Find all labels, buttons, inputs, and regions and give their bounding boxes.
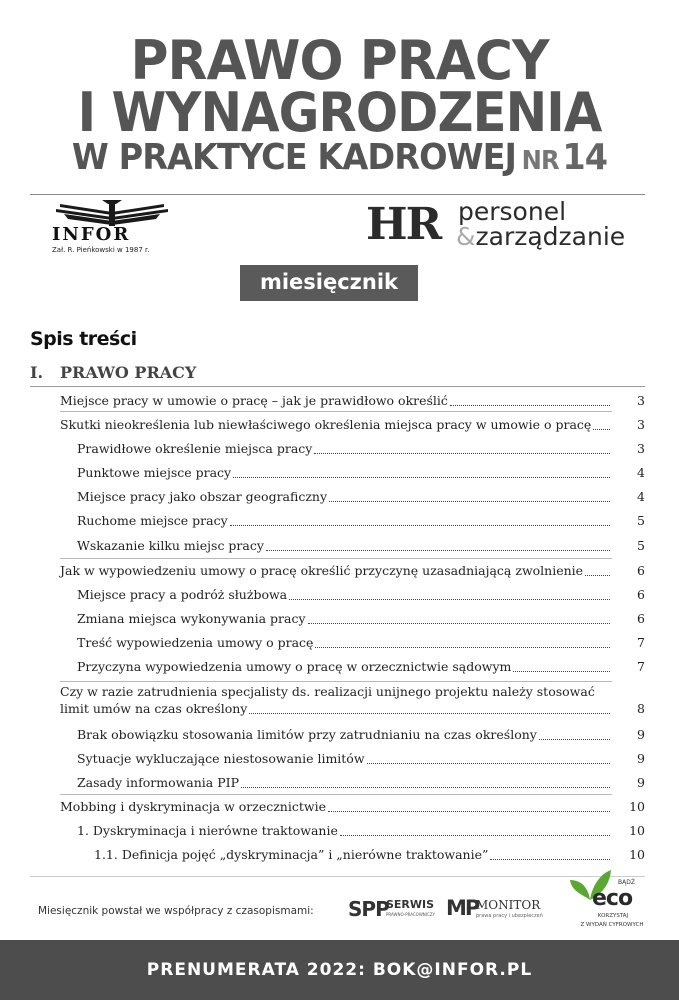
toc-title: Spis treści — [30, 328, 137, 350]
toc-entry[interactable] — [60, 798, 645, 816]
toc-leader-dots — [308, 622, 610, 624]
toc-entry-page: 8 — [637, 701, 645, 716]
toc-entry-label: Ruchome miejsce pracy — [77, 513, 228, 528]
spp-logo — [348, 897, 438, 927]
toc-entry-label: Jak w wypowiedzeniu umowy o pracę określić przyczynę uzasadniającą zwolnienie — [60, 563, 584, 578]
toc-entry-page: 5 — [637, 538, 645, 553]
hr-logo-mark: HR — [366, 199, 441, 250]
toc-entry-label: Zasady informowania PIP — [77, 775, 239, 790]
toc-entry-page: 6 — [637, 563, 645, 578]
toc-separator — [60, 794, 612, 795]
toc-leader-dots — [315, 646, 610, 648]
toc-entry-label: Wskazanie kilku miejsc pracy — [77, 538, 264, 553]
toc-leader-dots — [241, 786, 610, 788]
toc-entry-page: 4 — [637, 465, 645, 480]
toc-leader-dots — [490, 858, 610, 860]
toc-entry-label: 1. Dyskryminacja i nierówne traktowanie — [77, 823, 338, 838]
mp-logo-sub: prawa pracy i ubezpieczeń — [476, 913, 543, 919]
toc-entry-page: 9 — [637, 751, 645, 766]
toc-entry[interactable] — [94, 846, 645, 864]
toc-entry-page: 10 — [629, 847, 645, 862]
toc-entry[interactable] — [77, 610, 645, 628]
toc-entry[interactable] — [77, 750, 645, 768]
issue-number: 14 — [562, 137, 608, 178]
coop-divider — [30, 876, 645, 877]
toc-entry[interactable] — [60, 416, 645, 434]
hr-logo-line-1: personel — [458, 197, 567, 226]
toc-entry[interactable] — [60, 392, 645, 410]
toc-entry-label: 1.1. Definicja pojęć „dyskryminacja” i „nierówne traktowanie” — [94, 847, 489, 862]
toc-entry-label: Miejsce pracy jako obszar geograficzny — [77, 489, 328, 504]
toc-entry[interactable] — [60, 700, 645, 718]
toc-entry-label: Brak obowiązku stosowania limitów przy zatrudnianiu na czas określony — [77, 727, 537, 742]
toc-leader-dots — [249, 712, 610, 714]
mp-logo — [446, 896, 546, 926]
toc-leader-dots — [585, 574, 610, 576]
hr-logo-line-2-text: zarządzanie — [475, 222, 626, 251]
toc-leader-dots — [266, 549, 610, 551]
monthly-badge: miesięcznik — [240, 265, 418, 301]
title-line-3-text: W PRAKTYCE KADROWEJ — [71, 137, 517, 178]
toc-entry-page: 9 — [637, 775, 645, 790]
toc-leader-dots — [340, 834, 610, 836]
toc-entry-label: Przyczyna wypowiedzenia umowy o pracę w orzecznictwie sądowym — [77, 659, 512, 674]
toc-entry-label-line-1: Czy w razie zatrudnienia specjalisty ds. realizacji unijnego projektu należy stosować — [60, 684, 595, 699]
toc-entry-page: 9 — [637, 727, 645, 742]
toc-entry-page: 3 — [637, 441, 645, 456]
toc-entry[interactable] — [77, 440, 645, 458]
eco-logo — [566, 868, 646, 932]
toc-leader-dots — [329, 500, 610, 502]
toc-leader-dots — [367, 762, 610, 764]
spp-logo-sub: PRAWNO-PRACOWNICZY — [386, 912, 435, 917]
title-line-1: PRAWO PRACY — [130, 29, 549, 92]
toc-entry-label: Miejsce pracy w umowie o pracę – jak je prawidłowo określić — [60, 393, 448, 408]
hr-logo-line-2 — [456, 224, 625, 249]
toc-entry-label: Mobbing i dyskryminacja w orzecznictwie — [60, 799, 326, 814]
toc-entry-label: Treść wypowiedzenia umowy o pracę — [77, 635, 314, 650]
toc-entry-label: Punktowe miejsce pracy — [77, 465, 232, 480]
toc-entry[interactable] — [77, 537, 645, 555]
toc-entry-page: 7 — [637, 659, 645, 674]
toc-entry-label: Zmiana miejsca wykonywania pracy — [77, 611, 306, 626]
toc-entry[interactable] — [77, 726, 645, 744]
toc-entry-page: 6 — [637, 587, 645, 602]
eco-word: eco — [592, 886, 633, 911]
toc-leader-dots — [539, 738, 610, 740]
toc-entry-label: Sytuacje wykluczające niestosowanie limitów — [77, 751, 365, 766]
eco-line-1: KORZYSTAJ — [597, 913, 629, 919]
toc-entry-page: 3 — [637, 417, 645, 432]
toc-entry-page: 10 — [629, 799, 645, 814]
mp-logo-mark: MP — [446, 896, 479, 920]
toc-entry[interactable] — [77, 488, 645, 506]
infor-logo-text: INFOR — [52, 224, 131, 245]
spp-logo-word: SERWIS — [386, 898, 435, 911]
toc-leader-dots — [513, 670, 610, 672]
mp-logo-word: MONITOR — [476, 898, 541, 912]
toc-entry[interactable] — [77, 464, 645, 482]
subscription-footer[interactable]: PRENUMERATA 2022: BOK@INFOR.PL — [0, 940, 679, 1000]
toc-entry[interactable] — [77, 774, 645, 792]
infor-logo-subtitle: Zał. R. Pieńkowski w 1987 r. — [52, 246, 150, 254]
toc-leader-dots — [328, 810, 610, 812]
section-title: PRAWO PRACY — [60, 363, 197, 382]
toc-leader-dots — [450, 404, 610, 406]
toc-entry[interactable] — [77, 822, 645, 840]
toc-entry-label: Miejsce pracy a podróż służbowa — [77, 587, 288, 602]
toc-entry-page: 5 — [637, 513, 645, 528]
toc-leader-dots — [233, 476, 610, 478]
hr-logo-ampersand: & — [456, 222, 476, 251]
coop-text: Miesięcznik powstał we współpracy z czasopismami: — [38, 905, 314, 917]
toc-leader-dots — [289, 598, 610, 600]
header-divider — [30, 194, 645, 195]
toc-entry[interactable] — [77, 512, 645, 530]
toc-entry-page: 4 — [637, 489, 645, 504]
toc-entry-page: 6 — [637, 611, 645, 626]
section-divider — [30, 386, 645, 387]
toc-entry[interactable] — [77, 586, 645, 604]
eco-top-text: BĄDŹ — [618, 879, 635, 886]
toc-entry[interactable] — [77, 634, 645, 652]
toc-entry-page: 10 — [629, 823, 645, 838]
issue-prefix: NR — [521, 146, 559, 176]
toc-entry-label: Prawidłowe określenie miejsca pracy — [77, 441, 313, 456]
section-heading — [30, 363, 196, 382]
toc-separator — [60, 681, 612, 682]
toc-entry-label: Skutki nieokreślenia lub niewłaściwego określenia miejsca pracy w umowie o pracę — [60, 417, 592, 432]
section-roman: I. — [30, 363, 44, 382]
toc-entry-page: 3 — [637, 393, 645, 408]
spp-logo-mark: SPP — [348, 897, 389, 921]
toc-leader-dots — [230, 524, 610, 526]
toc-separator — [60, 558, 612, 559]
toc-entry[interactable] — [77, 658, 645, 676]
title-line-3 — [24, 137, 655, 178]
toc-leader-dots — [593, 428, 610, 430]
title-line-2: I WYNAGRODZENIA — [77, 81, 602, 144]
eco-line-2: Z WYDAŃ CYFROWYCH — [580, 922, 644, 928]
toc-leader-dots — [314, 452, 610, 454]
toc-entry-label: limit umów na czas określony — [60, 701, 248, 716]
toc-entry-page: 7 — [637, 635, 645, 650]
toc-separator — [60, 411, 612, 412]
toc-entry[interactable] — [60, 562, 645, 580]
